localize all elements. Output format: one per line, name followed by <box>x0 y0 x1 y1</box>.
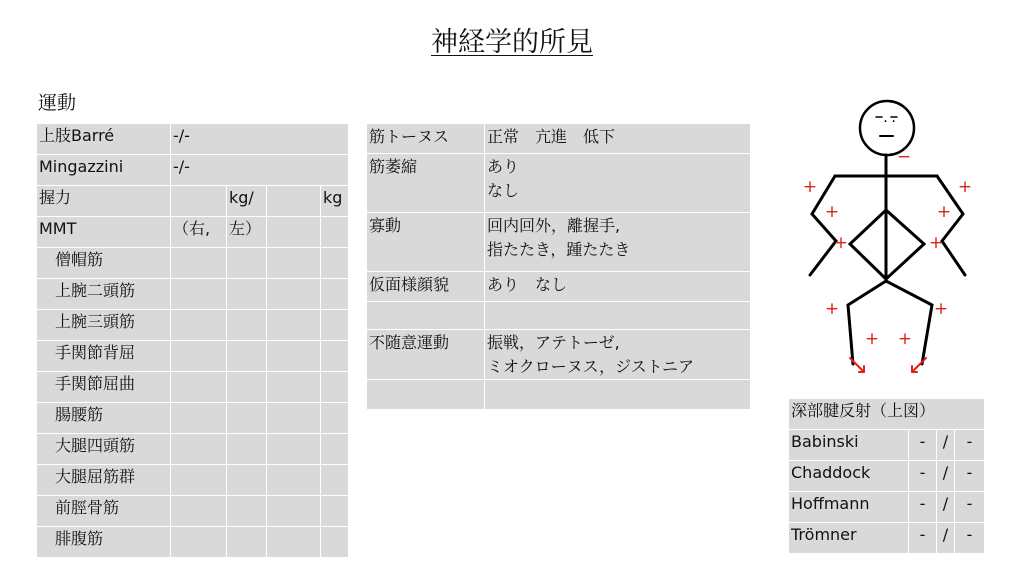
grip-unit-2: kg <box>321 186 349 217</box>
table-row <box>37 527 349 558</box>
cell[interactable] <box>267 465 321 496</box>
table-row <box>37 434 349 465</box>
table-row <box>37 217 349 248</box>
cell[interactable] <box>321 310 349 341</box>
table-row <box>789 492 985 523</box>
mingazzini-value[interactable]: -/- <box>171 155 349 186</box>
table-row <box>367 272 751 302</box>
reflex-figure <box>790 96 990 386</box>
cell[interactable] <box>485 380 751 410</box>
mmt-left-cell[interactable] <box>227 496 267 527</box>
mmt-right-cell[interactable] <box>171 310 227 341</box>
cell[interactable] <box>321 341 349 372</box>
involuntary-label: 不随意運動 <box>367 330 485 380</box>
reflex-separator: / <box>937 523 955 554</box>
reflex-sign-pectoral-r: + <box>802 177 818 197</box>
cell[interactable] <box>321 527 349 558</box>
mmt-label: MMT <box>37 217 171 248</box>
table-row <box>37 403 349 434</box>
muscle-label: 手関節背屈 <box>37 341 171 372</box>
muscle-label: 前脛骨筋 <box>37 496 171 527</box>
mmt-left-cell[interactable] <box>227 341 267 372</box>
cell[interactable] <box>485 302 751 330</box>
muscle-label: 手関節屈曲 <box>37 372 171 403</box>
mask-face-label: 仮面様顔貌 <box>367 272 485 302</box>
tone-table <box>366 123 751 410</box>
muscle-label: 僧帽筋 <box>37 248 171 279</box>
cell[interactable] <box>267 403 321 434</box>
table-row <box>367 154 751 213</box>
muscle-label: 上腕二頭筋 <box>37 279 171 310</box>
mmt-right-cell[interactable] <box>171 527 227 558</box>
face-eyes: ･ ･ <box>883 117 897 128</box>
reflex-separator: / <box>937 492 955 523</box>
atrophy-label: 筋萎縮 <box>367 154 485 213</box>
mmt-left-label: 左） <box>227 217 267 248</box>
table-row <box>367 380 751 410</box>
reflex-sign-pectoral-l: + <box>957 177 973 197</box>
barre-label: 上肢Barré <box>37 124 171 155</box>
reflex-separator: / <box>937 430 955 461</box>
hypokinesia-line-1: 回内回外，離握手, <box>487 216 621 235</box>
table-row <box>367 302 751 330</box>
cell[interactable] <box>267 279 321 310</box>
cell[interactable] <box>267 310 321 341</box>
reflex-right-value[interactable]: - <box>909 430 937 461</box>
mmt-left-cell[interactable] <box>227 372 267 403</box>
reflex-name: Chaddock <box>789 461 909 492</box>
cell[interactable] <box>267 434 321 465</box>
mask-face-options[interactable]: あり なし <box>485 272 751 302</box>
grip-left-value[interactable] <box>267 186 321 217</box>
cell[interactable] <box>267 496 321 527</box>
cell[interactable] <box>267 248 321 279</box>
reflex-left-value[interactable]: - <box>955 430 985 461</box>
mmt-left-cell[interactable] <box>227 279 267 310</box>
reflex-table-header: 深部腱反射（上図） <box>789 399 985 430</box>
hypokinesia-line-2: 指たたき，踵たたき <box>487 240 631 259</box>
reflex-sign-achilles-l: + <box>897 329 913 349</box>
table-row <box>789 523 985 554</box>
table-row <box>37 310 349 341</box>
mmt-right-cell[interactable] <box>171 496 227 527</box>
cell[interactable] <box>321 465 349 496</box>
muscle-label: 大腿四頭筋 <box>37 434 171 465</box>
reflex-sign-patellar-r: + <box>824 299 840 319</box>
mmt-right-cell[interactable] <box>171 403 227 434</box>
reflex-right-value[interactable]: - <box>909 523 937 554</box>
table-row <box>367 330 751 380</box>
tone-label: 筋トーヌス <box>367 124 485 154</box>
tone-options[interactable]: 正常 亢進 低下 <box>485 124 751 154</box>
involuntary-line-2: ミオクローヌス，ジストニア <box>487 357 695 376</box>
table-row <box>37 248 349 279</box>
atrophy-option-yes[interactable]: あり <box>487 157 520 176</box>
reflex-name: Babinski <box>789 430 909 461</box>
atrophy-option-no[interactable]: なし <box>487 181 520 200</box>
motor-table <box>36 123 349 558</box>
grip-unit-1: kg/ <box>227 186 267 217</box>
mmt-left-cell[interactable] <box>227 248 267 279</box>
table-row <box>789 461 985 492</box>
table-row <box>37 155 349 186</box>
muscle-label: 大腿屈筋群 <box>37 465 171 496</box>
cell[interactable] <box>321 279 349 310</box>
table-row <box>789 399 985 430</box>
table-row <box>367 213 751 272</box>
reflex-left-value[interactable]: - <box>955 492 985 523</box>
mmt-right-label: （右, <box>171 217 227 248</box>
table-row <box>37 465 349 496</box>
hypokinesia-options[interactable] <box>485 213 751 272</box>
cell[interactable] <box>321 372 349 403</box>
hypokinesia-label: 寡動 <box>367 213 485 272</box>
mmt-right-cell[interactable] <box>171 279 227 310</box>
reflex-sign-biceps-l: + <box>936 202 952 222</box>
cell[interactable] <box>267 372 321 403</box>
mmt-left-cell[interactable] <box>227 310 267 341</box>
reflex-sign-achilles-r: + <box>864 329 880 349</box>
cell[interactable] <box>321 217 349 248</box>
muscle-label: 上腕三頭筋 <box>37 310 171 341</box>
atrophy-options[interactable] <box>485 154 751 213</box>
cell[interactable] <box>321 496 349 527</box>
reflex-sign-triceps-r: + <box>833 233 849 253</box>
cell[interactable] <box>367 302 485 330</box>
reflex-sign-patellar-l: + <box>933 299 949 319</box>
barre-value[interactable]: -/- <box>171 124 349 155</box>
table-row <box>37 279 349 310</box>
babinski-arrow-left-icon <box>912 358 926 372</box>
mmt-left-cell[interactable] <box>227 403 267 434</box>
mmt-left-cell[interactable] <box>227 527 267 558</box>
left-leg <box>886 281 932 364</box>
reflex-left-value[interactable]: - <box>955 461 985 492</box>
section-heading-motor: 運動 <box>38 92 77 114</box>
table-row <box>37 496 349 527</box>
table-row <box>367 124 751 154</box>
grip-label: 握力 <box>37 186 171 217</box>
mmt-right-cell[interactable] <box>171 341 227 372</box>
mmt-right-cell[interactable] <box>171 372 227 403</box>
muscle-label: 腓腹筋 <box>37 527 171 558</box>
cell[interactable] <box>367 380 485 410</box>
table-row <box>789 430 985 461</box>
jaw-reflex-sign: − <box>896 147 912 167</box>
reflex-right-value[interactable]: - <box>909 492 937 523</box>
involuntary-options[interactable] <box>485 330 751 380</box>
cell[interactable] <box>267 527 321 558</box>
mmt-right-cell[interactable] <box>171 248 227 279</box>
cell[interactable] <box>321 403 349 434</box>
reflex-sign-biceps-r: + <box>824 202 840 222</box>
reflex-sign-triceps-l: + <box>928 233 944 253</box>
reflex-left-value[interactable]: - <box>955 523 985 554</box>
grip-right-value[interactable] <box>171 186 227 217</box>
reflex-right-value[interactable]: - <box>909 461 937 492</box>
mmt-left-cell[interactable] <box>227 465 267 496</box>
mmt-left-cell[interactable] <box>227 434 267 465</box>
table-row <box>37 372 349 403</box>
involuntary-line-1: 振戦，アテトーゼ, <box>487 333 620 352</box>
reflex-name: Hoffmann <box>789 492 909 523</box>
reflex-table <box>788 398 985 554</box>
mingazzini-label: Mingazzini <box>37 155 171 186</box>
cell[interactable] <box>321 434 349 465</box>
mmt-right-cell[interactable] <box>171 465 227 496</box>
reflex-separator: / <box>937 461 955 492</box>
table-row <box>37 124 349 155</box>
muscle-label: 腸腰筋 <box>37 403 171 434</box>
cell[interactable] <box>267 341 321 372</box>
page-title: 神経学的所見 <box>431 27 593 58</box>
cell[interactable] <box>321 248 349 279</box>
reflex-name: Trömner <box>789 523 909 554</box>
table-row <box>37 341 349 372</box>
mmt-right-cell[interactable] <box>171 434 227 465</box>
cell[interactable] <box>267 217 321 248</box>
table-row <box>37 186 349 217</box>
right-leg <box>848 281 886 364</box>
